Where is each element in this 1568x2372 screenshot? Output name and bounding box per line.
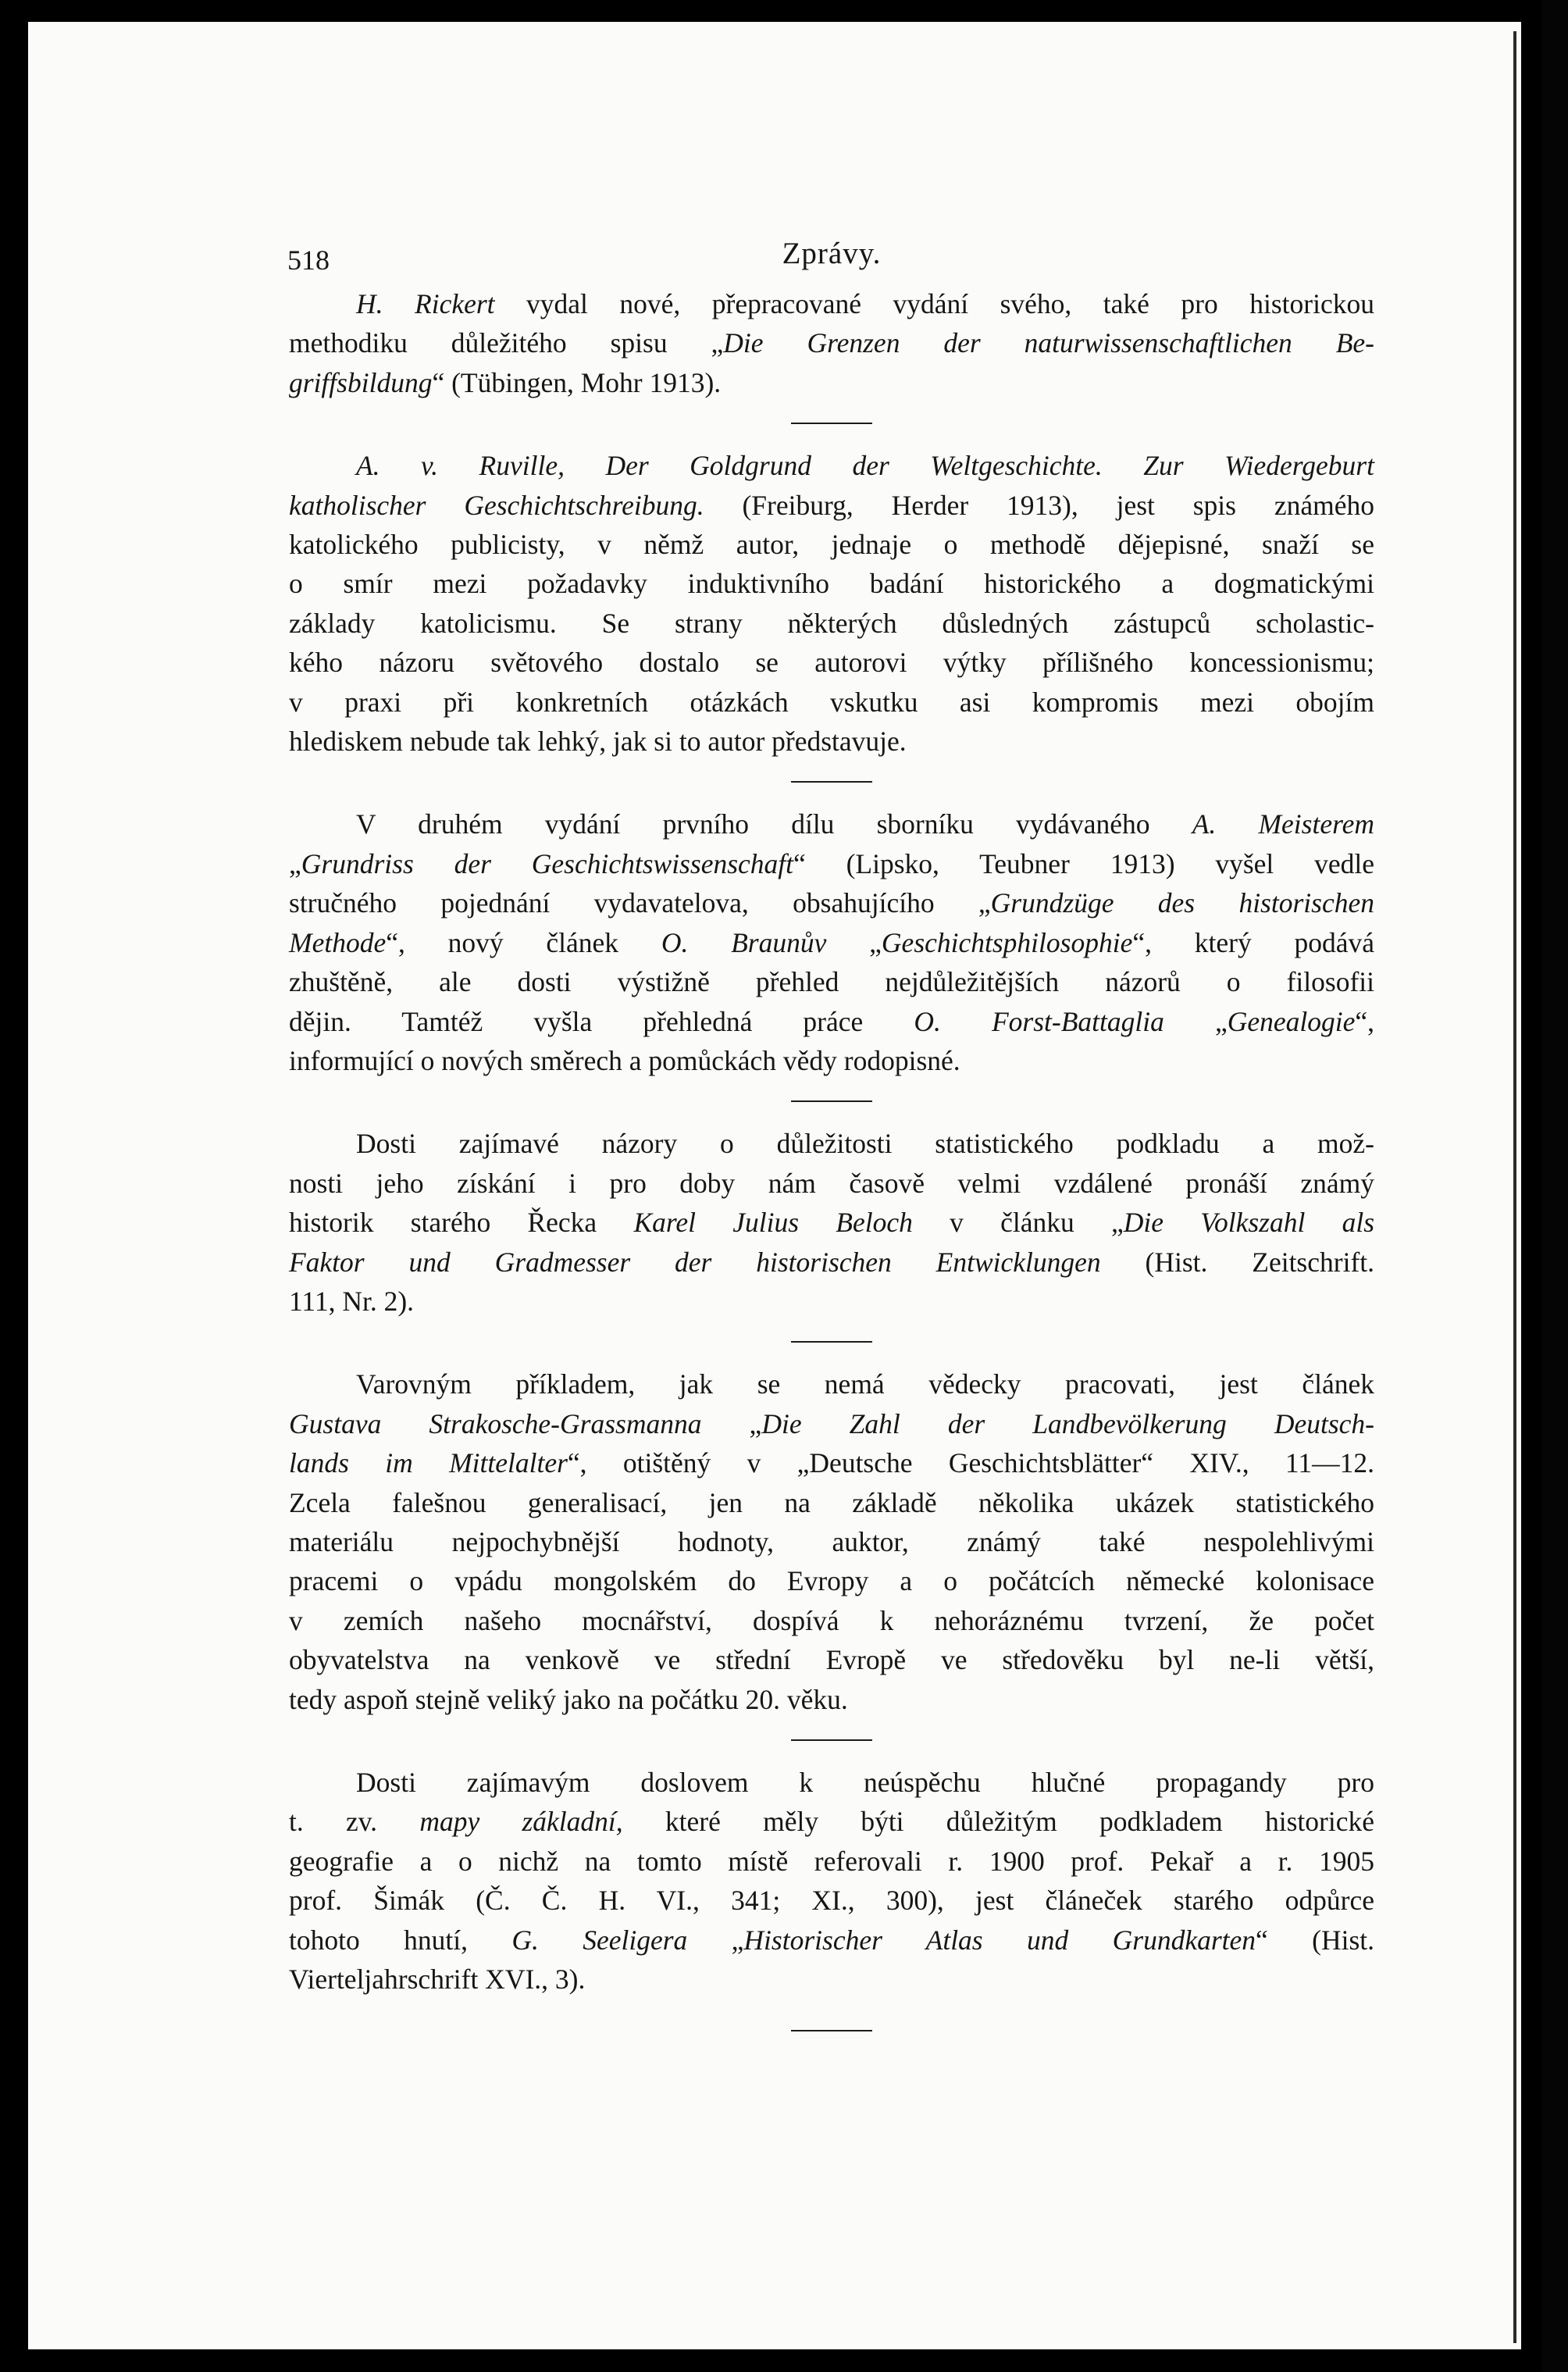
- text-run: (Hist. Zeitschrift.: [1100, 1246, 1374, 1278]
- italic-text: Historischer Atlas und Grundkarten: [743, 1924, 1256, 1956]
- text-line: [289, 1243, 1374, 1282]
- text-line: [289, 1483, 1374, 1522]
- text-run: „: [1164, 1005, 1228, 1037]
- text-run: základy katolicismu. Se strany některých důsledných zástupců scholastic-: [289, 607, 1374, 639]
- italic-text: Die Grenzen der naturwissenschaftlichen Be-: [723, 327, 1374, 359]
- text-line: [289, 643, 1374, 682]
- text-run: o smír mezi požadavky induktivního badání historického a dogmatickými: [289, 568, 1374, 600]
- text-run: prof. Šimák (Č. Č. H. VI., 341; XI., 300), jest článeček starého odpůrce: [289, 1885, 1374, 1917]
- text-line: [289, 323, 1374, 362]
- paragraph: [289, 1364, 1374, 1719]
- text-run: Varovným příkladem, jak se nemá vědecky pracovati, jest článek: [356, 1368, 1374, 1400]
- text-line: [289, 604, 1374, 643]
- text-run: “ (Tübingen, Mohr 1913).: [432, 366, 722, 398]
- text-run: t. zv.: [289, 1806, 420, 1838]
- text-run: stručného pojednání vydavatelova, obsahujícího „: [289, 887, 991, 919]
- text-line: [289, 683, 1374, 722]
- text-line: [289, 1404, 1374, 1443]
- text-line: [289, 722, 1374, 761]
- text-line: [289, 1203, 1374, 1242]
- text-line: [289, 1921, 1374, 1960]
- text-line: [289, 446, 1374, 485]
- text-run: vydal nové, přepracované vydání svého, také pro historickou: [494, 288, 1374, 319]
- text-run: v zemích našeho mocnářství, dospívá k nehoráznému tvrzení, že počet: [289, 1604, 1374, 1636]
- text-run: informující o nových směrech a pomůckách vědy rodopisné.: [289, 1044, 960, 1076]
- italic-text: Methode: [289, 926, 387, 958]
- text-run: tohoto hnutí,: [289, 1924, 512, 1956]
- text-run: obyvatelstva na venkově ve střední Evropě ve středověku byl ne-li větší,: [289, 1644, 1374, 1676]
- text-line: [289, 564, 1374, 603]
- text-run: pracemi o vpádu mongolském do Evropy a o počátcích německé kolonisace: [289, 1565, 1374, 1597]
- italic-text: Genealogie: [1227, 1005, 1356, 1037]
- text-line: [289, 1124, 1374, 1163]
- text-run: V druhém vydání prvního dílu sborníku vydávaného: [356, 808, 1192, 840]
- text-run: „: [826, 926, 882, 958]
- text-run: nosti jeho získání i pro doby nám časově velmi vzdálené pronáší známý: [289, 1167, 1374, 1199]
- text-line: [289, 1601, 1374, 1640]
- italic-text: katholischer Geschichtschreibung.: [289, 489, 704, 521]
- italic-text: G. Seeligera: [511, 1924, 688, 1956]
- text-run: Dosti zajímavé názory o důležitosti statistického podkladu a mož-: [356, 1128, 1374, 1160]
- text-line: [289, 1443, 1374, 1482]
- section-divider: [791, 2030, 872, 2031]
- italic-text: Die Zahl der Landbevölkerung Deutsch-: [761, 1407, 1374, 1439]
- italic-text: griffsbildung: [289, 366, 433, 398]
- page-text: [289, 234, 1374, 2053]
- text-line: [289, 1881, 1374, 1920]
- text-run: historik starého Řecka: [289, 1207, 634, 1239]
- text-run: “ (Lipsko, Teubner 1913) vyšel vedle: [793, 847, 1374, 879]
- text-run: které měly býti důležitým podkladem historické: [622, 1806, 1374, 1838]
- text-line: [289, 1640, 1374, 1679]
- section-divider: [791, 1739, 872, 1741]
- text-line: [289, 1164, 1374, 1203]
- italic-text: Grundriss der Geschichtswissenschaft: [301, 847, 793, 879]
- text-run: Zcela falešnou generalisací, jen na základě několika ukázek statistického: [289, 1486, 1374, 1518]
- text-run: methodiku důležitého spisu „: [289, 327, 724, 359]
- section-divider: [791, 1100, 872, 1102]
- text-run: geografie a o nichž na tomto místě referovali r. 1900 prof. Pekař a r. 1905: [289, 1845, 1374, 1877]
- section-divider: [791, 423, 872, 424]
- text-run: tedy aspoň stejně veliký jako na počátku 20. věku.: [289, 1683, 848, 1715]
- article-body: [289, 284, 1374, 2031]
- text-line: [289, 1680, 1374, 1719]
- text-run: hlediskem nebude tak lehký, jak si to autor představuje.: [289, 726, 907, 758]
- text-run: materiálu nejpochybnější hodnoty, auktor, známý také nespolehlivými: [289, 1525, 1374, 1557]
- italic-text: O. Braunův: [661, 926, 827, 958]
- section-divider: [791, 1341, 872, 1343]
- paragraph: [289, 446, 1374, 761]
- italic-text: Die Volkszahl als: [1123, 1207, 1375, 1239]
- text-line: [289, 1960, 1374, 1999]
- text-run: 111, Nr. 2).: [289, 1285, 415, 1317]
- running-title: Zprávy.: [782, 237, 882, 270]
- text-line: [289, 1041, 1374, 1080]
- section-divider: [791, 781, 872, 783]
- text-line: [289, 525, 1374, 564]
- italic-text: Gustava Strakosche-Grassmanna: [289, 1407, 702, 1439]
- text-run: v praxi při konkretních otázkách vskutku asi kompromis mezi obojím: [289, 686, 1374, 718]
- italic-text: O. Forst-Battaglia: [914, 1005, 1164, 1037]
- text-run: katolického publicisty, v němž autor, jednaje o methodě dějepisné, snaží se: [289, 529, 1374, 561]
- text-run: zhuštěně, ale dosti výstižně přehled nejdůležitějších názorů o filosofii: [289, 966, 1374, 998]
- text-run: Vierteljahrschrift XVI., 3).: [289, 1964, 586, 1996]
- italic-text: Geschichtsphilosophie: [881, 926, 1133, 958]
- text-line: [289, 923, 1374, 962]
- text-run: “ (Hist.: [1256, 1924, 1375, 1956]
- text-run: “, otištěný v „Deutsche Geschichtsblätter“ XIV., 11—12.: [567, 1447, 1374, 1479]
- text-line: [289, 284, 1374, 323]
- italic-text: Grundzüge des historischen: [990, 887, 1374, 919]
- page-header: [289, 234, 1374, 284]
- text-line: [289, 1802, 1374, 1841]
- text-run: „: [701, 1407, 762, 1439]
- text-line: [289, 1002, 1374, 1041]
- italic-text: Karel Julius Beloch: [633, 1207, 913, 1239]
- text-line: [289, 844, 1374, 883]
- text-line: [289, 1842, 1374, 1881]
- text-line: [289, 1282, 1374, 1321]
- text-run: “, který podává: [1132, 926, 1375, 958]
- text-line: [289, 1763, 1374, 1802]
- text-run: “, nový článek: [386, 926, 661, 958]
- italic-text: A. Meisterem: [1192, 808, 1374, 840]
- text-run: kého názoru světového dostalo se autorovi výtky přílišného koncessionismu;: [289, 647, 1374, 679]
- text-line: [289, 363, 1374, 402]
- binding-edge: [1541, 0, 1568, 2372]
- text-run: „: [289, 847, 301, 879]
- page-edge-shadow: [1513, 31, 1516, 2343]
- paragraph: [289, 804, 1374, 1080]
- text-line: [289, 883, 1374, 922]
- page-number: 518: [287, 244, 330, 276]
- text-line: [289, 1522, 1374, 1561]
- italic-text: lands im Mittelalter: [289, 1447, 568, 1479]
- text-run: v článku „: [912, 1207, 1124, 1239]
- text-line: [289, 1364, 1374, 1404]
- text-line: [289, 1561, 1374, 1600]
- italic-text: A. v. Ruville, Der Goldgrund der Weltgeschichte. Zur Wiedergeburt: [356, 450, 1374, 482]
- text-run: (Freiburg, Herder 1913), jest spis známého: [704, 489, 1374, 521]
- text-line: [289, 962, 1374, 1001]
- paragraph: [289, 1124, 1374, 1321]
- italic-text: mapy základní,: [419, 1806, 623, 1838]
- text-line: [289, 804, 1374, 844]
- text-line: [289, 486, 1374, 525]
- italic-text: Faktor und Gradmesser der historischen Entwicklungen: [289, 1246, 1101, 1278]
- text-run: „: [687, 1924, 744, 1956]
- text-run: Dosti zajímavým doslovem k neúspěchu hlučné propagandy pro: [356, 1767, 1374, 1798]
- text-run: “,: [1355, 1005, 1374, 1037]
- text-run: dějin. Tamtéž vyšla přehledná práce: [289, 1005, 914, 1037]
- paragraph: [289, 1763, 1374, 1999]
- italic-text: H. Rickert: [356, 288, 495, 319]
- paragraph: [289, 284, 1374, 402]
